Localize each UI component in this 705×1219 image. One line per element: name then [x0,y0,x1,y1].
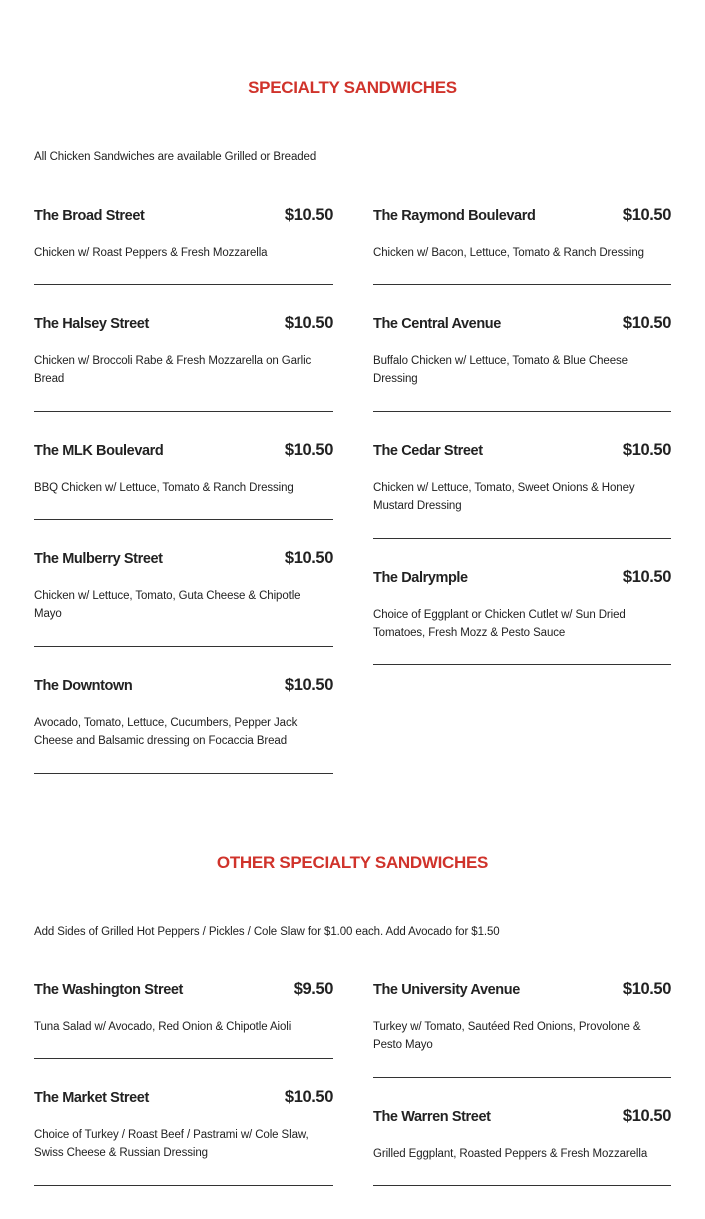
item-description: Chicken w/ Roast Peppers & Fresh Mozzarella [34,247,268,259]
item-price: $10.50 [284,206,333,224]
menu-item [34,314,333,412]
item-price: $10.50 [284,676,333,694]
item-price: $10.50 [622,314,671,332]
menu-item [34,1088,333,1186]
item-description: Choice of Eggplant or Chicken Cutlet w/ Sun Dried Tomatoes, Fresh Mozz & Pesto Sauce [373,609,626,639]
item-price: $10.50 [622,1107,671,1125]
item-description: Turkey w/ Tomato, Sautéed Red Onions, Provolone & Pesto Mayo [373,1021,641,1051]
item-name: The Central Avenue [373,316,501,332]
item-price: $10.50 [622,980,671,998]
menu-item [34,549,333,647]
menu-item [34,980,333,1059]
item-name: The University Avenue [373,982,520,998]
item-description: Grilled Eggplant, Roasted Peppers & Fresh Mozzarella [373,1148,648,1160]
menu-item [34,206,333,285]
section-note-specialty: All Chicken Sandwiches are available Grilled or Breaded [34,151,317,163]
item-price: $10.50 [284,549,333,567]
item-name: The Downtown [34,678,133,694]
item-name: The Cedar Street [373,443,483,459]
item-name: The Mulberry Street [34,551,163,567]
item-name: The Market Street [34,1090,149,1106]
menu-item [373,206,671,285]
menu-item [373,314,671,412]
item-price: $10.50 [622,206,671,224]
item-price: $10.50 [622,441,671,459]
menu-item [373,568,671,665]
item-name: The Broad Street [34,208,145,224]
item-description: Chicken w/ Lettuce, Tomato, Sweet Onions & Honey Mustard Dressing [373,482,635,512]
item-description: Buffalo Chicken w/ Lettuce, Tomato & Blue Cheese Dressing [373,355,628,385]
item-description: Avocado, Tomato, Lettuce, Cucumbers, Pepper Jack Cheese and Balsamic dressing on Focaccia Bread [34,717,298,747]
item-description: Chicken w/ Lettuce, Tomato, Guta Cheese & Chipotle Mayo [34,590,301,620]
item-name: The Washington Street [34,982,183,998]
item-price: $10.50 [622,568,671,586]
item-price: $9.50 [293,980,333,998]
item-description: Chicken w/ Broccoli Rabe & Fresh Mozzarella on Garlic Bread [34,355,312,385]
menu-item [373,1107,671,1186]
item-name: The Raymond Boulevard [373,208,536,224]
item-price: $10.50 [284,1088,333,1106]
item-name: The Warren Street [373,1109,491,1125]
item-description: Tuna Salad w/ Avocado, Red Onion & Chipotle Aioli [34,1021,292,1033]
item-description: BBQ Chicken w/ Lettuce, Tomato & Ranch Dressing [34,482,294,494]
section-note-other: Add Sides of Grilled Hot Peppers / Pickles / Cole Slaw for $1.00 each. Add Avocado for $1.50 [34,926,500,938]
item-description: Chicken w/ Bacon, Lettuce, Tomato & Ranch Dressing [373,247,644,259]
item-name: The Halsey Street [34,316,149,332]
menu-item [34,441,333,520]
menu-item [373,441,671,539]
item-name: The MLK Boulevard [34,443,164,459]
item-price: $10.50 [284,441,333,459]
item-name: The Dalrymple [373,570,468,586]
menu-item [373,980,671,1078]
menu-item [34,676,333,774]
section-title-specialty: SPECIALTY SANDWICHES [248,78,457,97]
item-description: Choice of Turkey / Roast Beef / Pastrami w/ Cole Slaw, Swiss Cheese & Russian Dressing [34,1129,309,1159]
item-price: $10.50 [284,314,333,332]
section-title-other: OTHER SPECIALTY SANDWICHES [216,853,489,872]
